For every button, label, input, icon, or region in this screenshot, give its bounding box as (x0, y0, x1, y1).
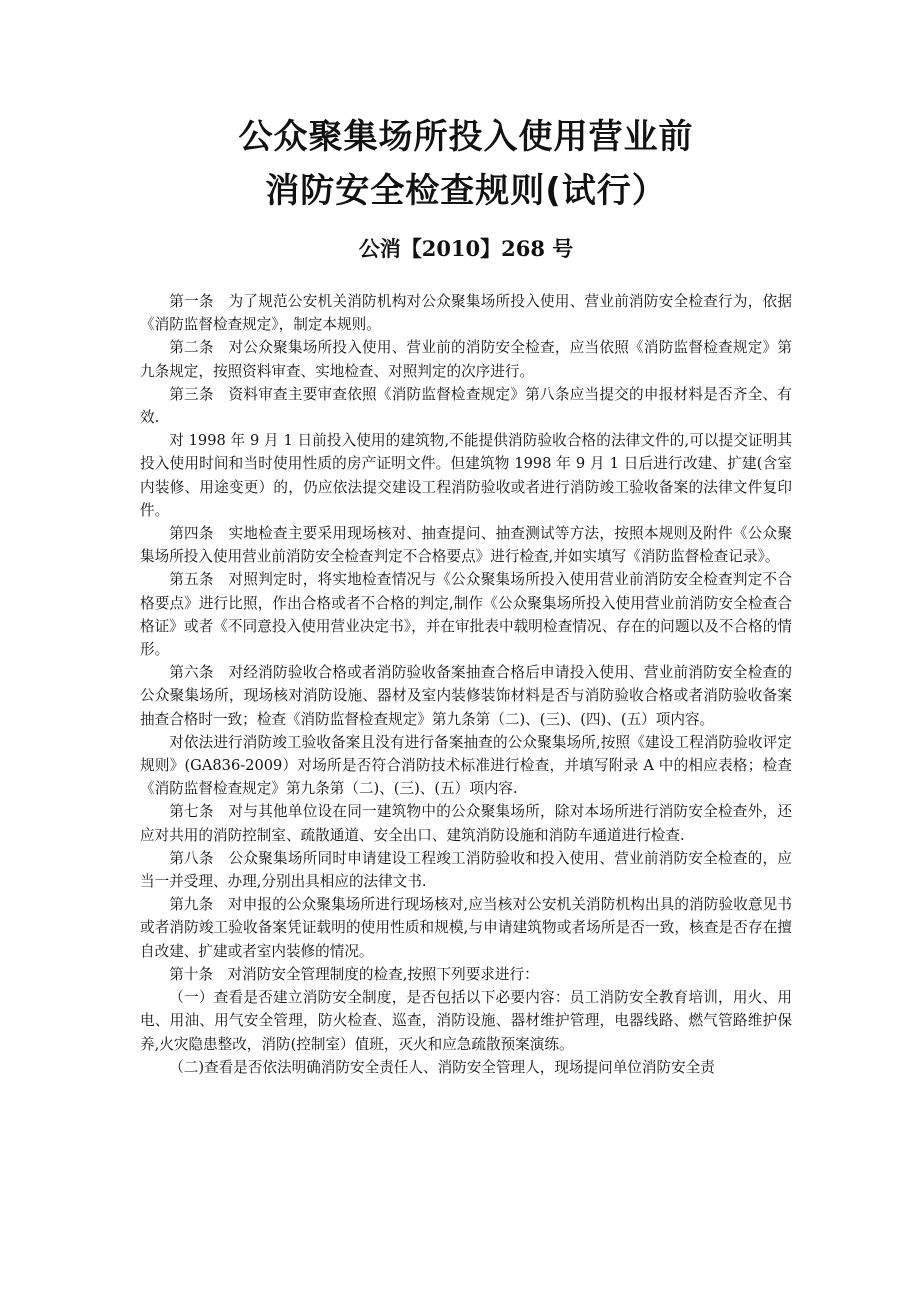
article-10-item-1: （一）查看是否建立消防安全制度，是否包括以下必要内容：员工消防安全教育培训，用火、用电、用油、用气安全管理，防火检查、巡查，消防设施、器材维护管理，电器线路、燃气管路维护保养,火灾隐患整改，消防(控制室）值班，灭火和应急疏散预案演练。 (140, 989, 792, 1053)
article-8: 第八条 公众聚集场所同时申请建设工程竣工消防验收和投入使用、营业前消防安全检查的，应当一并受理、办理,分别出具相应的法律文书. (140, 849, 792, 891)
article-5: 第五条 对照判定时，将实地检查情况与《公众聚集场所投入使用营业前消防安全检查判定不合格要点》进行比照，作出合格或者不合格的判定,制作《公众聚集场所投入使用营业前消防安全检查合格证》或者《不同意投入使用营业决定书》，并在审批表中载明检查情况、存在的问题以及不合格的情形。 (140, 571, 792, 659)
article-6-supplement: 对依法进行消防竣工验收备案且没有进行备案抽查的公众聚集场所,按照《建设工程消防验收评定规则》(GA836-2009）对场所是否符合消防技术标准进行检查，并填写附录 A 中的相应表格；检查《消防监督检查规定》第九条第（二)、(三)、(五）项内容. (140, 733, 792, 798)
article-10-item-2: （二)查看是否依法明确消防安全责任人、消防安全管理人，现场提问单位消防安全责 (169, 1058, 715, 1076)
article-1: 第一条 为了规范公安机关消防机构对公众聚集场所投入使用、营业前消防安全检查行为，依据《消防监督检查规定》，制定本规则。 (140, 293, 792, 334)
article-2: 第二条 对公众聚集场所投入使用、营业前的消防安全检查，应当依照《消防监督检查规定》第九条规定，按照资料审查、实地检查、对照判定的次序进行。 (140, 339, 792, 380)
document-title (140, 112, 792, 216)
article-4: 第四条 实地检查主要采用现场核对、抽查提问、抽查测试等方法，按照本规则及附件《公众聚集场所投入使用营业前消防安全检查判定不合格要点》进行检查,并如实填写《消防监督检查记录》。 (140, 525, 792, 566)
title-line-1: 公众聚集场所投入使用营业前 (238, 117, 694, 157)
article-10: 第十条 对消防安全管理制度的检查,按照下列要求进行： (169, 965, 539, 983)
article-7: 第七条 对与其他单位设在同一建筑物中的公众聚集场所，除对本场所进行消防安全检查外，还应对共用的消防控制室、疏散通道、安全出口、建筑消防设施和消防车通道进行检查. (140, 803, 792, 844)
article-3-supplement: 对 1998 年 9 月 1 日前投入使用的建筑物,不能提供消防验收合格的法律文件的,可以提交证明其投入使用时间和当时使用性质的房产证明文件。但建筑物 1998 年 9 月 1 日后进行改建、扩建(含室内装修、用途变更）的，仍应依法提交建设工程消防验收或者进行消防竣工验收备案的法律文件复印件。 (140, 432, 792, 519)
title-line-2: 消防安全检查规则(试行） (265, 171, 667, 211)
article-6: 第六条 对经消防验收合格或者消防验收备案抽查合格后申请投入使用、营业前消防安全检查的公众聚集场所，现场核对消防设施、器材及室内装修装饰材料是否与消防验收合格或者消防验收备案抽查合格时一致；检查《消防监督检查规定》第九条第（二)、(三)、(四)、(五）项内容。 (140, 664, 792, 728)
article-9: 第九条 对申报的公众聚集场所进行现场核对,应当核对公安机关消防机构出具的消防验收意见书或者消防竣工验收备案凭证载明的使用性质和规模,与申请建筑物或者场所是否一致，核查是否存在擅自改建、扩建或者室内装修的情况。 (140, 896, 792, 960)
document-body (140, 290, 792, 1079)
document-number: 公消【2010】268 号 (358, 236, 574, 261)
article-3: 第三条 资料审查主要审查依照《消防监督检查规定》第八条应当提交的申报材料是否齐全、有效. (140, 385, 792, 427)
